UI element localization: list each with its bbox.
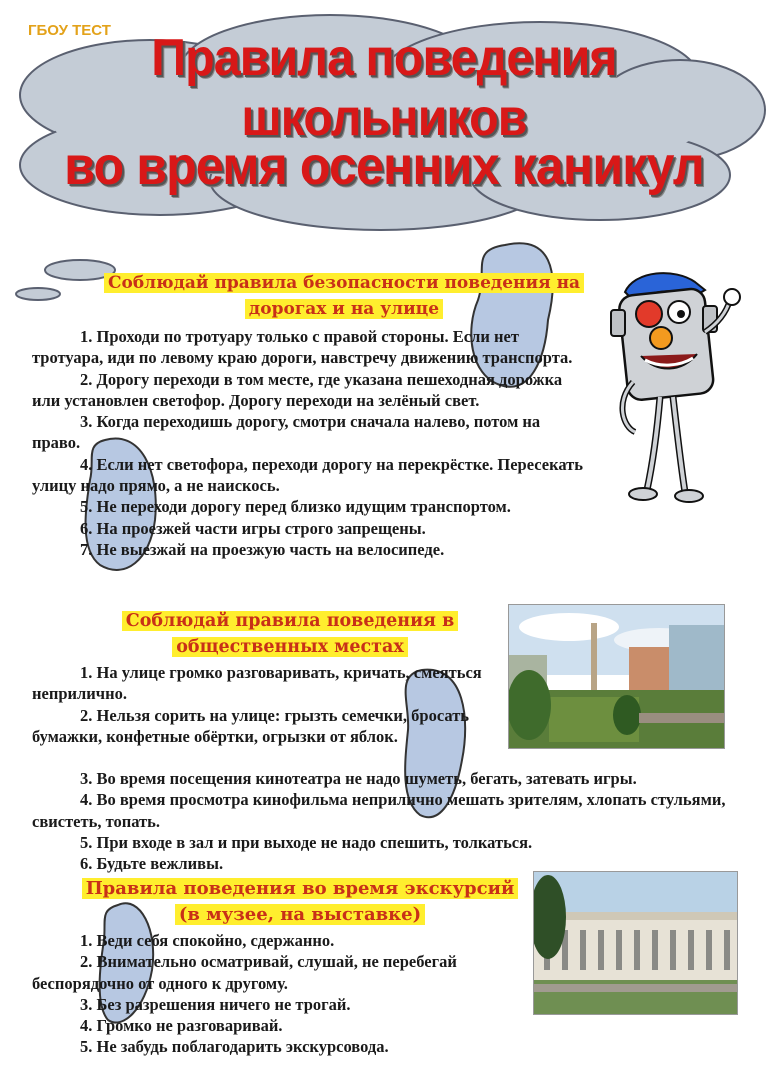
section-public-places-heading	[100, 608, 480, 660]
rule-item: 4. Если нет светофора, переходи дорогу на перекрёстке. Пересекать улицу надо прямо, а не наискось.	[32, 454, 584, 496]
rule-item: 1. На улице громко разговаривать, кричать, смеяться неприлично.	[32, 663, 482, 704]
rule-item: 4. Во время просмотра кинофильма неприлично мешать зрителям, хлопать стульями, свистеть, топать.	[32, 790, 726, 831]
rule-item: 1. Проходи по тротуару только с правой стороны. Если нет тротуара, иди по левому краю дороги, навстречу движению транспорта.	[32, 327, 573, 368]
rule-item: 2. Нельзя сорить на улице: грызть семечки, бросать бумажки, конфетные обёртки, огрызки от яблок.	[32, 705, 470, 746]
rule-item: 5. Не переходи дорогу перед близко идущим транспортом.	[80, 497, 511, 517]
org-label: ГБОУ ТЕСТ	[28, 22, 111, 39]
rule-item: 7. Не выезжай на проезжую часть на велосипеде.	[80, 539, 445, 559]
rule-item: 4. Громко не разговаривай.	[80, 1016, 283, 1036]
rule-item: 1. Веди себя спокойно, сдержанно.	[80, 931, 335, 950]
section-excursion-heading-line2: (в музее, на выставке)	[175, 904, 425, 925]
rule-item: 5. При входе в зал и при выходе не надо спешить, толкаться.	[80, 832, 533, 852]
section-public-rules-top	[32, 662, 502, 747]
page-title-line1: Правила поведения школьников	[151, 29, 617, 147]
page-title-line2: во время осенних каникул	[64, 136, 704, 196]
section-roads-heading-line2: дорогах и на улице	[245, 299, 443, 319]
section-roads-heading	[0, 270, 768, 322]
section-roads-heading-line1: Соблюдай правила безопасности поведения на	[104, 273, 584, 293]
section-roads-rules	[32, 326, 584, 560]
rule-item: 5. Не забудь поблагодарить экскурсовода.	[80, 1037, 389, 1057]
rule-item: 2. Дорогу переходи в том месте, где указана пешеходная дорожка или установлен светофор. Дорогу переходи на зелёный свет.	[32, 369, 563, 410]
rule-item: 6. На проезжей части игры строго запрещены.	[80, 518, 426, 538]
section-excursion-heading-line1: Правила поведения во время экскурсий	[82, 878, 519, 899]
section-public-heading-line2: общественных местах	[172, 637, 408, 657]
rule-item: 2. Внимательно осматривай, слушай, не перебегай беспорядочно от одного к другому.	[32, 952, 457, 993]
museum-building-photo	[533, 871, 738, 1015]
section-public-heading-line1: Соблюдай правила поведения в	[122, 611, 458, 631]
rule-item: 6. Будьте вежливы.	[80, 854, 224, 874]
section-public-rules-bottom	[32, 768, 732, 874]
section-excursion-rules	[32, 930, 517, 1058]
rule-item: 3. Когда переходишь дорогу, смотри сначала налево, потом на право.	[32, 412, 541, 453]
rule-item: 3. Во время посещения кинотеатра не надо шуметь, бегать, затевать игры.	[80, 769, 637, 788]
rule-item: 3. Без разрешения ничего не трогай.	[80, 994, 351, 1014]
section-excursion-heading	[60, 876, 540, 928]
city-square-photo	[508, 604, 725, 749]
